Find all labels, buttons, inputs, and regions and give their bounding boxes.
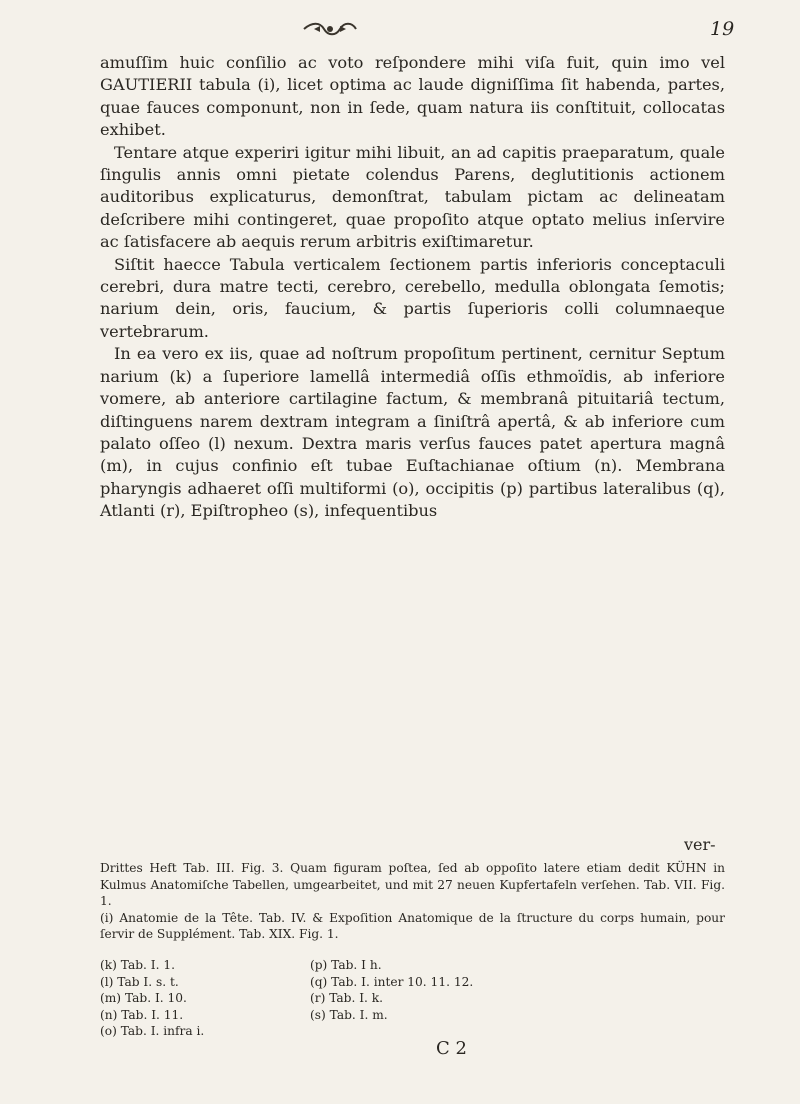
reference-q: (q) Tab. I. inter 10. 11. 12. (310, 974, 474, 989)
footnote-1: Drittes Heft Tab. III. Fig. 3. Quam figuram poſtea, ſed ab oppoſito latere etiam dedit KÜHN in Kulmus Anatomiſche Tabellen, umgearbeitet, und mit 27 neuen Kupfertafeln verſehen. Tab. VII. Fig. 1. (100, 861, 725, 909)
page-header (0, 8, 800, 48)
reference-o: (o) Tab. I. infra i. (100, 1024, 205, 1038)
paragraph-2: Tentare atque experiri igitur mihi libuit, an ad capitis praeparatum, quale ſingulis annis omni pietate colendus Parens, deglutitionis actionem auditoribus explicaturus, demonſtrat, tabulam pictam ac delineatam deſcribere mihi contingeret, quae propoſito atque optato melius inſervire ac ſatisfacere ab aequis rerum arbitris exiſtimaretur. (100, 142, 725, 252)
page-number: 19 (710, 18, 735, 40)
paragraph-3: Siſtit haecce Tabula verticalem ſectionem partis inferioris conceptaculi cerebri, dura matre tecti, cerebro, cerebello, medulla oblongata ſemotis; narium dein, oris, faucium, & partis ſuperioris colli columnaeque vertebrarum. (100, 254, 725, 341)
paragraph-4: In ea vero ex iis, quae ad noſtrum propoſitum pertinent, cernitur Septum narium (k) a ſuperiore lamellâ intermediâ oſſis ethmoïdis, ab inferiore vomere, ab anteriore cartilagine factum, & membranâ pituitariâ tectum, diſtinguens narem dextram integram a ſiniſtrâ apertâ, & ab inferiore cum palato oſſeo (l) nexum. Dextra maris verſus fauces patet apertura magnâ (m), in cujus confinio eſt tubae Euſtachianae oſtium (n). Membrana pharyngis adhaeret oſſi multiformi (o), occipitis (p) partibus lateralibus (q), Atlanti (r), Epiſtropheo (s), infequentibus (100, 344, 725, 521)
paragraph-1: amuſſim huic conſilio ac voto reſpondere mihi viſa fuit, quin imo vel GAUTIERII tabula (i), licet optima ac laude digniſſima ſit habenda, partes, quae fauces componunt, non in ſede, quam natura iis conſtituit, collocatas exhibet. (100, 53, 725, 140)
references-right-column (310, 957, 560, 1023)
fleuron-ornament-icon (300, 20, 360, 38)
reference-l: (l) Tab I. s. t. (100, 974, 179, 989)
reference-p: (p) Tab. I h. (310, 958, 382, 972)
signature-mark: C 2 (436, 1038, 467, 1059)
catchword: ver- (684, 835, 716, 854)
footnotes (100, 860, 725, 943)
reference-m: (m) Tab. I. 10. (100, 991, 187, 1005)
reference-s: (s) Tab. I. m. (310, 1007, 388, 1022)
reference-n: (n) Tab. I. 11. (100, 1007, 184, 1022)
main-text (100, 52, 725, 523)
reference-r: (r) Tab. I. k. (310, 991, 384, 1005)
footnote-2: (i) Anatomie de la Tête. Tab. IV. & Expoſition Anatomique de la ſtructure du corps humain, pour ſervir de Supplément. Tab. XIX. Fig. 1. (100, 910, 725, 942)
reference-k: (k) Tab. I. 1. (100, 958, 175, 972)
